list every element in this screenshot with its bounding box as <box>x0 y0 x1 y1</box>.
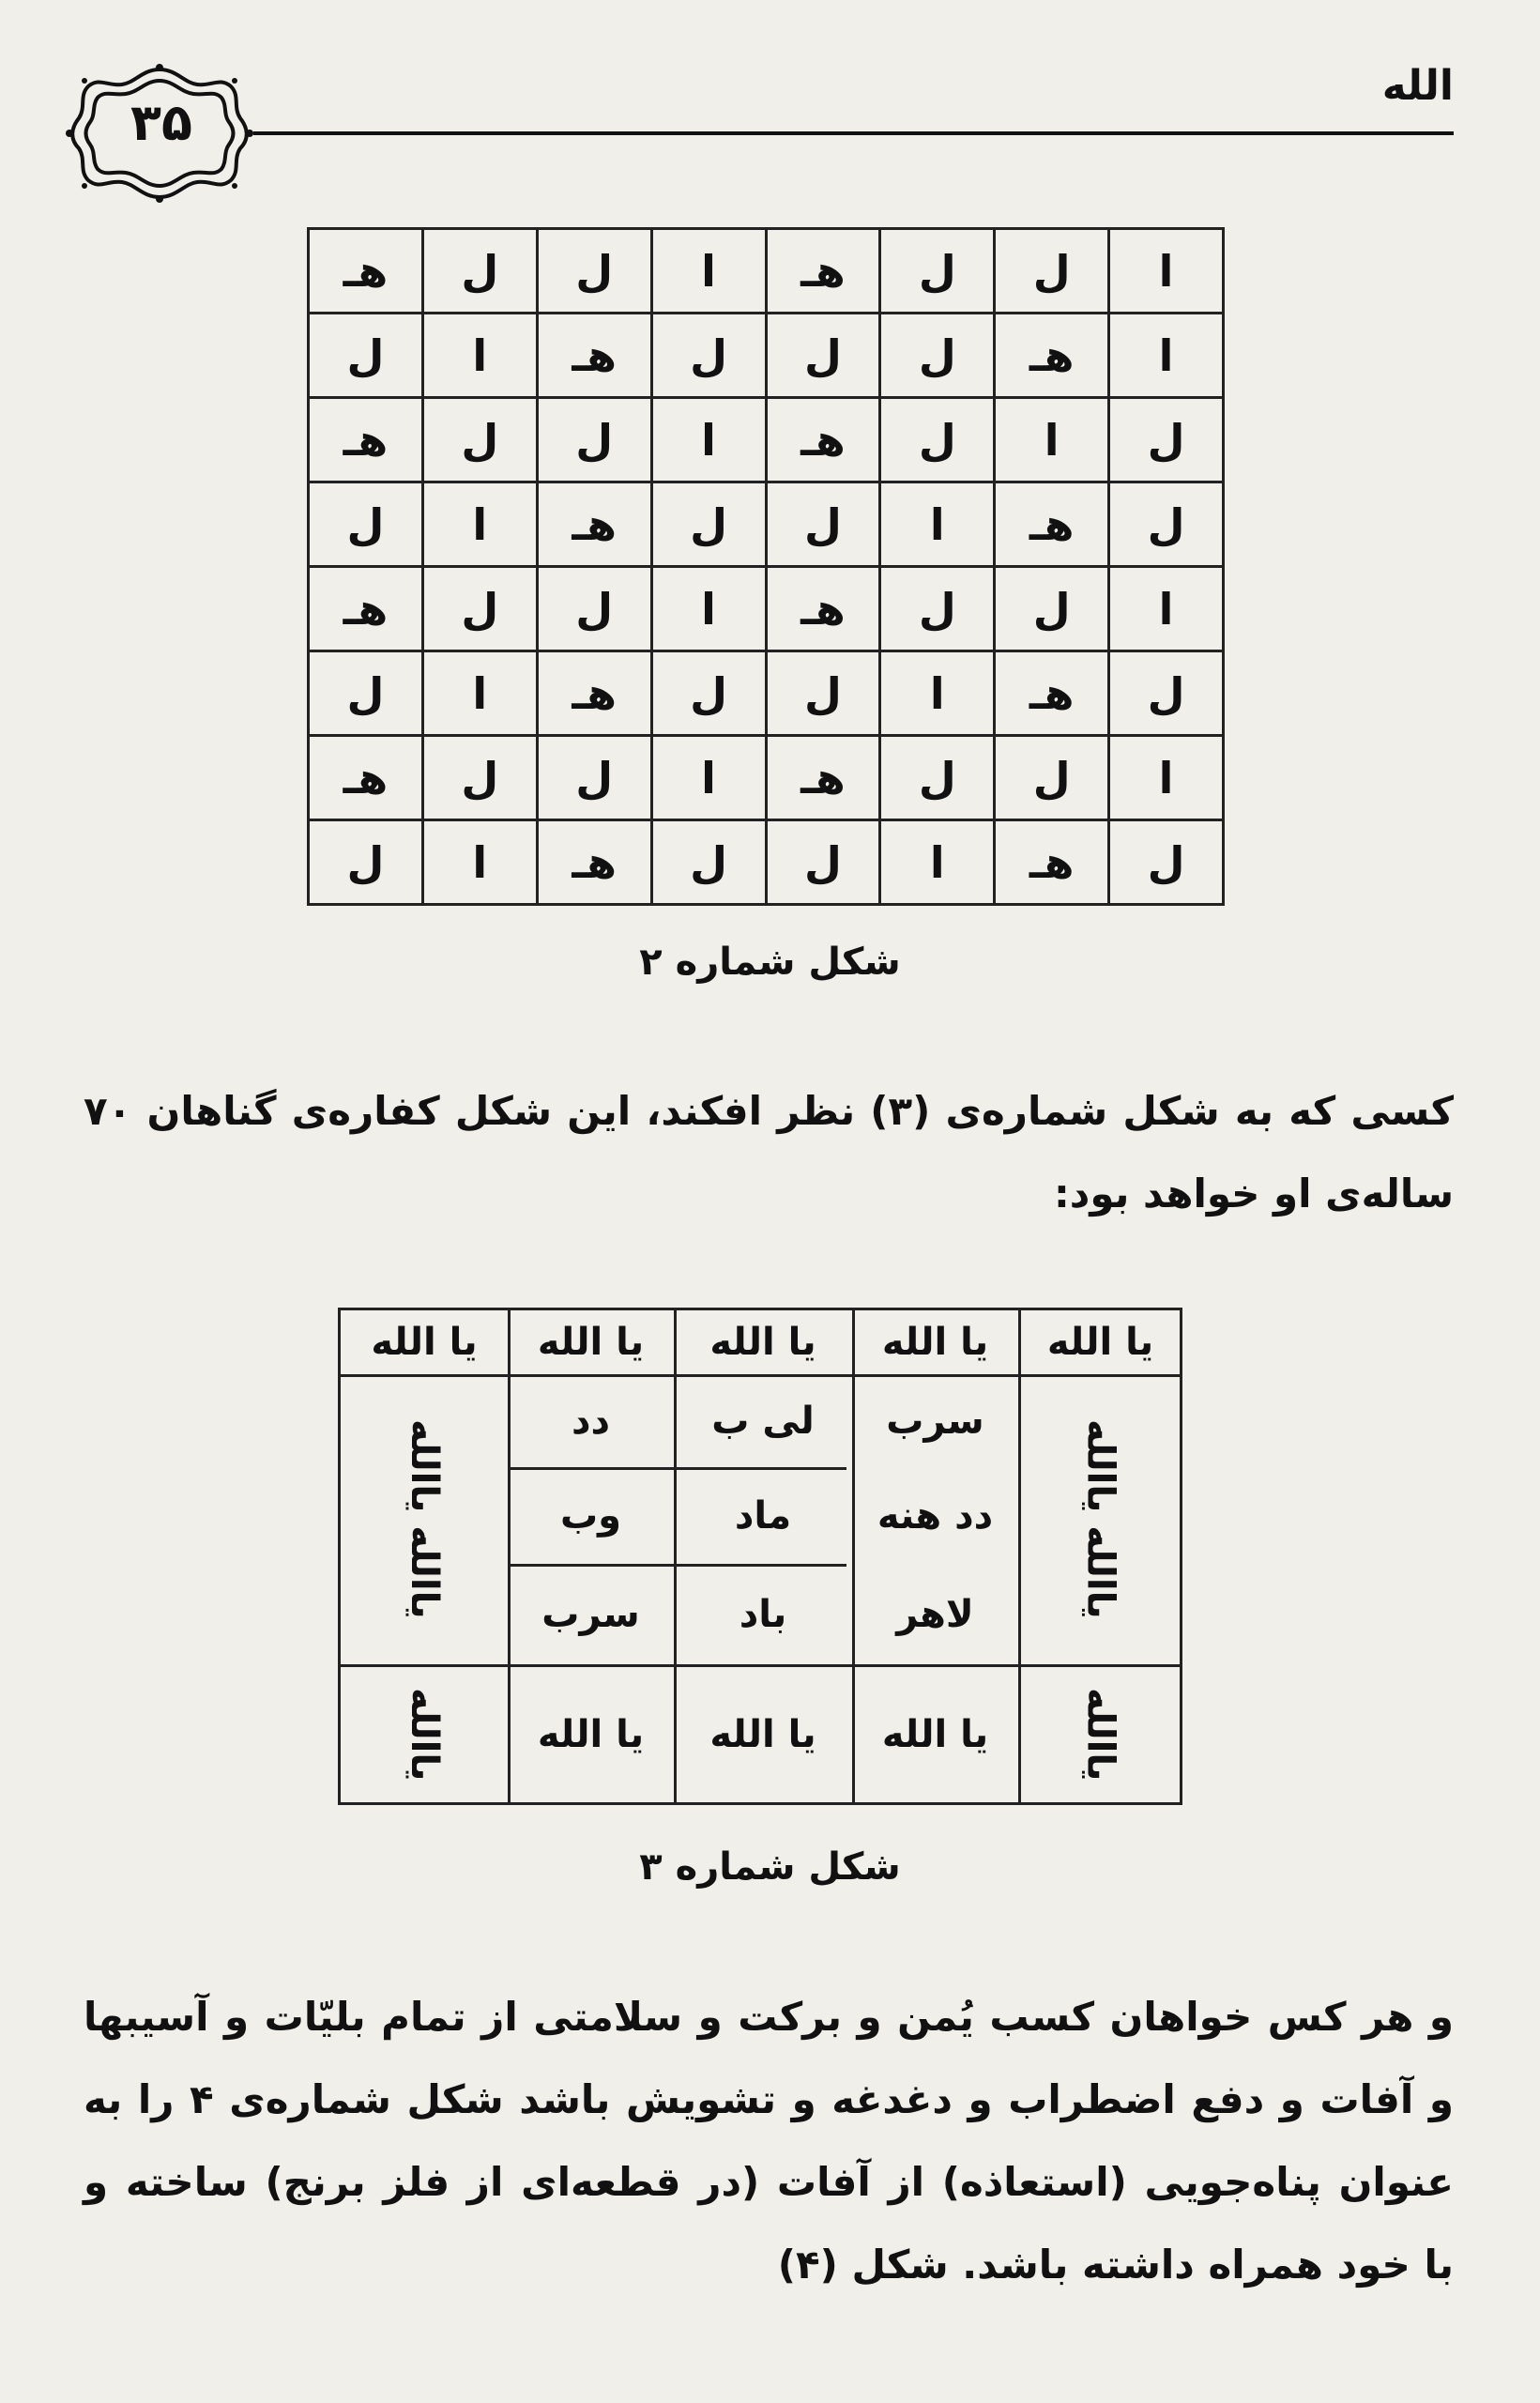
figure-2-cell: ل <box>651 314 766 398</box>
figure-2-cell: ل <box>995 229 1109 314</box>
figure-2-cell: ل <box>422 567 537 651</box>
figure-2-cell: ل <box>651 820 766 905</box>
page-number: ۳۵ <box>130 93 192 152</box>
figure-2-row <box>309 736 1224 820</box>
figure-2-cell: ل <box>766 314 880 398</box>
figure-2-cell: ل <box>651 482 766 567</box>
bottom-cell: یا الله <box>537 1713 645 1756</box>
figure-2-cell: ل <box>309 651 423 736</box>
figure-2-cell: ل <box>651 651 766 736</box>
figure-2-row <box>309 820 1224 905</box>
running-header-title: الله <box>1381 62 1454 110</box>
figure-2-cell: ل <box>309 314 423 398</box>
figure-2-cell: هـ <box>537 820 651 905</box>
figure-2-cell: هـ <box>766 398 880 482</box>
bottom-left-text: یاالله <box>403 1688 446 1782</box>
figure-2-cell: هـ <box>309 567 423 651</box>
figure-2-cell: هـ <box>995 820 1109 905</box>
figure-2-cell: ا <box>422 482 537 567</box>
figure-2-cell: ا <box>422 314 537 398</box>
figure-2-cell: ا <box>1109 314 1224 398</box>
figure-2-row <box>309 482 1224 567</box>
figure-2-cell: هـ <box>995 651 1109 736</box>
figure-2-row <box>309 651 1224 736</box>
paragraph-figure-3-intro: کسی که به شکل شماره‌ی (۳) نظر افکند، این شکل کفاره‌ی گناهان ۷۰ ساله‌ی او خواهد بود: <box>84 1088 1454 1217</box>
figure-2-cell: هـ <box>537 314 651 398</box>
figure-2-cell: ا <box>651 567 766 651</box>
figure-2-row <box>309 398 1224 482</box>
figure-2-cell: ل <box>537 398 651 482</box>
inner-cell: باد <box>739 1592 787 1636</box>
bottom-cell: یا الله <box>881 1713 989 1756</box>
figure-2-cell: ل <box>766 651 880 736</box>
header-rule <box>253 131 1454 135</box>
figure-2-row <box>309 567 1224 651</box>
top-cell: یا الله <box>881 1321 989 1364</box>
paragraph-figure-4-intro: و هر کس خواهان کسب یُمن و برکت و سلامتی از تمام بلیّات و آسیبها و آفات و دفع اضطراب و دغدغه و تشویش باشد شکل شماره‌ی ۴ را به عنوان پناه‌جویی (استعاذه) از آفات (در قطعه‌ای از فلز برنج) ساخته و با خود همراه داشته باشد. شکل (۴) <box>84 1994 1455 2288</box>
figure-2-cell: ل <box>1109 820 1224 905</box>
bottom-right-cell <box>1018 1664 1182 1805</box>
figure-2-cell: ا <box>995 398 1109 482</box>
left-side-cell <box>341 1374 508 1664</box>
right-side-cell <box>1018 1374 1182 1664</box>
top-cell: یا الله <box>709 1321 816 1364</box>
figure-2-cell: ل <box>309 820 423 905</box>
figure-2-cell: هـ <box>309 398 423 482</box>
figure-2-cell: هـ <box>995 482 1109 567</box>
figure-2-cell: ل <box>1109 398 1224 482</box>
figure-3-table <box>338 1308 1182 1805</box>
top-cell: یا الله <box>371 1321 478 1364</box>
figure-2-cell: ل <box>880 736 995 820</box>
figure-2-cell: هـ <box>766 229 880 314</box>
figure-2-cell: ل <box>1109 651 1224 736</box>
figure-2-cell: هـ <box>995 314 1109 398</box>
figure-2-grid <box>307 227 1225 906</box>
figure-2-cell: ا <box>880 651 995 736</box>
figure-2-cell: ا <box>1109 736 1224 820</box>
figure-2-cell: ا <box>422 651 537 736</box>
inner-cell: سرب <box>886 1399 984 1443</box>
inner-cell: دد هنه <box>877 1493 994 1538</box>
inner-cell: ماد <box>734 1493 792 1538</box>
figure-2-row <box>309 314 1224 398</box>
figure-2-cell: ل <box>1109 482 1224 567</box>
figure-2-cell: ل <box>880 314 995 398</box>
bottom-left-cell <box>341 1664 508 1805</box>
figure-2-cell: ل <box>422 398 537 482</box>
figure-2-cell: ل <box>880 229 995 314</box>
top-cell: یا الله <box>1046 1321 1154 1364</box>
inner-cell: لاهر <box>896 1592 974 1636</box>
left-side-text: یاالله یاالله <box>403 1419 446 1619</box>
figure-2-row <box>309 229 1224 314</box>
figure-2-cell: ل <box>537 229 651 314</box>
figure-2-cell: ل <box>995 567 1109 651</box>
right-side-text: یاالله یاالله <box>1078 1419 1122 1619</box>
figure-2-cell: ل <box>995 736 1109 820</box>
figure-2-cell: ا <box>651 398 766 482</box>
figure-2-cell: ا <box>651 229 766 314</box>
figure-2-cell: هـ <box>766 736 880 820</box>
figure-2-cell: ا <box>880 820 995 905</box>
figure-2-cell: هـ <box>309 736 423 820</box>
figure-2-cell: هـ <box>309 229 423 314</box>
bottom-right-text: یاالله <box>1078 1688 1122 1782</box>
figure-2-cell: ل <box>422 736 537 820</box>
figure-2-cell: ل <box>766 820 880 905</box>
figure-2-cell: هـ <box>537 651 651 736</box>
figure-2-cell: هـ <box>766 567 880 651</box>
figure-2-cell: ل <box>766 482 880 567</box>
figure-2-cell: ل <box>537 736 651 820</box>
figure-2-cell: ل <box>422 229 537 314</box>
figure-2-caption: شکل شماره ۲ <box>639 941 901 984</box>
figure-2-cell: ل <box>537 567 651 651</box>
figure-2-cell: ا <box>651 736 766 820</box>
figure-2-cell: ا <box>422 820 537 905</box>
figure-2-cell: ا <box>1109 567 1224 651</box>
figure-3-caption: شکل شماره ۳ <box>639 1845 901 1889</box>
inner-cell: وب <box>559 1493 622 1538</box>
figure-2-cell: ل <box>309 482 423 567</box>
inner-cell: سرب <box>541 1592 640 1636</box>
figure-2-cell: ل <box>880 567 995 651</box>
bottom-cell: یا الله <box>709 1713 816 1756</box>
figure-2-cell: ل <box>880 398 995 482</box>
inner-cell: دد <box>571 1399 611 1443</box>
figure-2-cell: ا <box>880 482 995 567</box>
figure-2-cell: هـ <box>537 482 651 567</box>
figure-2-cell: ا <box>1109 229 1224 314</box>
top-cell: یا الله <box>537 1321 645 1364</box>
inner-cell: لی ب <box>711 1399 815 1443</box>
